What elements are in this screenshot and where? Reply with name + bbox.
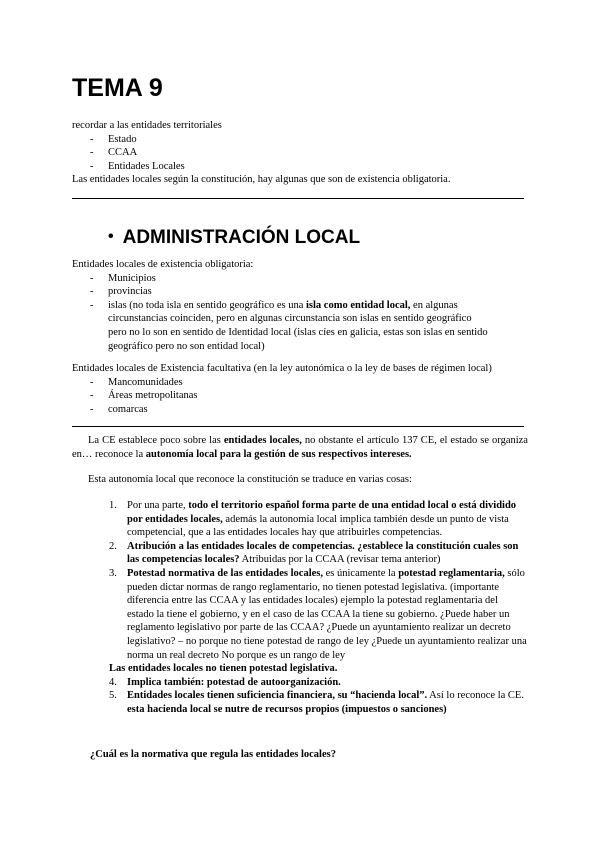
list-item: - Entidades Locales [90,160,185,172]
list-item: 2. Atribución a las entidades locales de competencias. ¿establece la constitución cuales son las competencias locales? Atribuidas por la CCAA (revisar tema anterior) [109,540,519,566]
note-no-legislativa: Las entidades locales no tienen potestad legislativa. [109,663,338,675]
intro-block [72,119,530,187]
intro-lead: recordar a las entidades territoriales [72,120,222,131]
section-heading-text: ADMINISTRACIÓN LOCAL [122,227,361,248]
optional-lead: Entidades locales de Existencia facultativa (en la ley autonómica o la ley de bases de régimen local) [72,363,492,374]
obligatory-block [72,258,490,353]
list-item: - islas (no toda isla en sentido geográfico es una isla como entidad local, en algunas circunstancias coinciden, pero en algunas circunstancia son islas en sentido geográfico pero no lo son en sentido de Identidad local (islas cíes en galicia, estas son islas en sentido geográfico pero no son entidad local) [90,299,488,352]
list-item: - comarcas [90,403,148,415]
list-item: - Áreas metropolitanas [90,390,198,402]
list-item: - Estado [90,133,137,145]
list-item: - Mancomunidades [90,376,183,388]
divider [72,426,524,427]
list-item: 4. Implica también: potestad de autoorganización. [109,676,341,688]
numbered-list [109,499,527,717]
bullet-icon: • [108,228,114,245]
list-item: - Municipios [90,272,156,284]
obligatory-lead: Entidades locales de existencia obligatoria: [72,259,254,270]
intro-closing: Las entidades locales según la constitución, hay algunas que son de existencia obligatoria. [72,174,451,186]
paragraph-autonomia: Esta autonomía local que reconoce la constitución se traduce en varias cosas: [88,474,412,485]
list-item: 1. Por una parte, todo el territorio español forma parte de una entidad local o está dividido por entidades locales, además la autonomía local implica también desde un punto de vista competencial, que a las entidades locales hay que atribuirles competencias. [109,500,517,539]
section-heading [108,225,360,250]
divider [72,198,524,199]
list-item: - provincias [90,286,152,298]
optional-block [72,362,530,416]
list-item: 5. Entidades locales tienen suficiencia financiera, su “hacienda local”. Así lo reconoce la CE. esta hacienda local se nutre de recursos propios (impuestos o sanciones) [109,690,524,715]
question: ¿Cuál es la normativa que regula las entidades locales? [90,749,336,760]
paragraph-ce: La CE establece poco sobre las entidades locales, no obstante el artículo 137 CE, el estado se organiza en… reconoce la autonomía local para la gestión de sus respectivos intereses. [72,435,528,460]
list-item: - CCAA [90,147,138,159]
list-item: 3. Potestad normativa de las entidades locales, es únicamente la potestad reglamentaria, sólo pueden dictar normas de rango reglamentario, no tienen potestad legislativa. (importante diferencia entre las CCAA y las entidades locales) ejemplo la potestad reglamentaria del estado la tiene el gobierno, y en el caso de las CCAA la tiene su gobierno. ¿Puede haber un reglamento legislativo por parte de las CCAA? ¿Puede un ayuntamiento realizar un decreto legislativo? – no porque no tiene potestad de rango de ley ¿Puede un ayuntamiento realizar una norma un real decreto No porque es un rango de ley [109,567,527,661]
page-title: TEMA 9 [72,74,163,102]
